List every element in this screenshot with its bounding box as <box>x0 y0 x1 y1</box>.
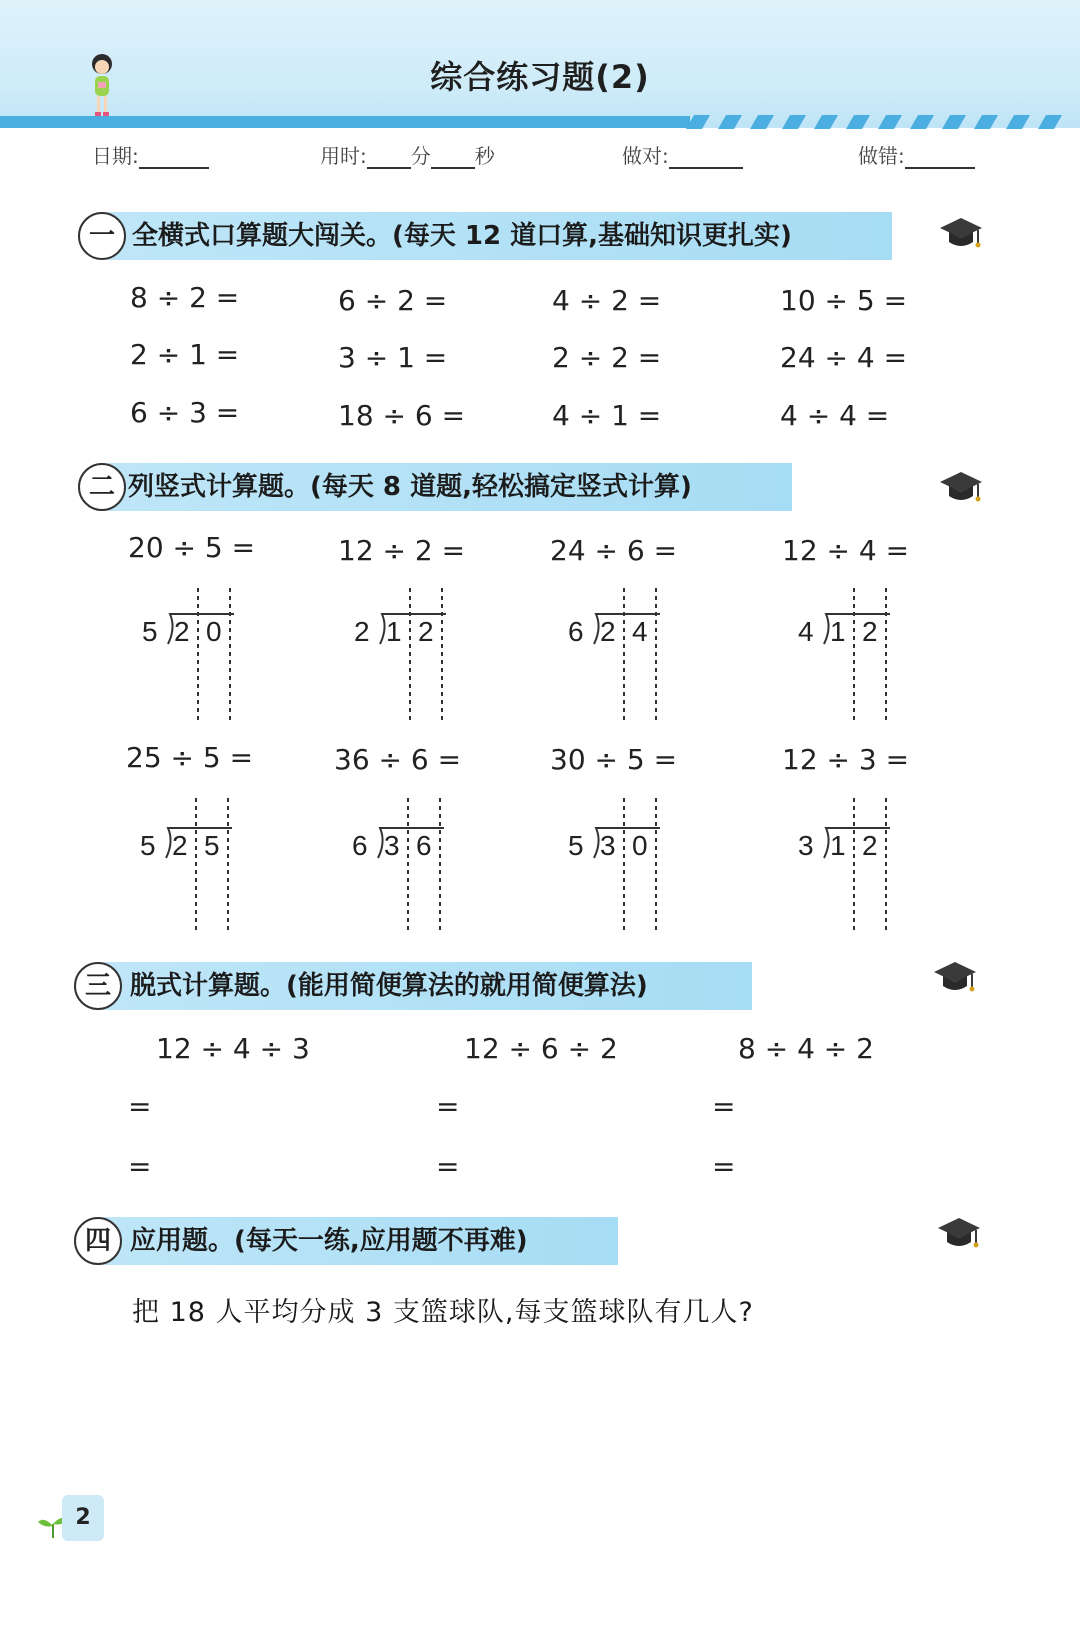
page-title: 综合练习题(2) <box>430 58 650 96</box>
equals-sign: = <box>436 1150 460 1183</box>
dividend-digit: 0 <box>632 830 648 861</box>
wrong-label: 做错: <box>858 144 905 168</box>
divisor: 5 <box>142 616 158 647</box>
long-division <box>348 796 458 936</box>
oral-question: 10 ÷ 5 = <box>780 284 908 317</box>
vertical-equation: 12 ÷ 3 = <box>782 743 910 776</box>
vertical-equation: 20 ÷ 5 = <box>128 531 256 564</box>
dividend-digit: 1 <box>830 830 846 861</box>
dividend-digit: 3 <box>600 830 616 861</box>
long-division <box>138 586 248 726</box>
stepwise-expression: 12 ÷ 4 ÷ 3 <box>156 1032 310 1065</box>
section2-number: 二 <box>78 463 126 511</box>
correct-blank[interactable] <box>669 147 743 169</box>
section1-number: 一 <box>78 212 126 260</box>
dividend-digit: 6 <box>416 830 432 861</box>
dividend-digit: 5 <box>204 830 220 861</box>
divisor: 4 <box>798 616 814 647</box>
dividend-digit: 2 <box>600 616 616 647</box>
wrong-blank[interactable] <box>905 147 975 169</box>
minute-unit: 分 <box>410 144 431 168</box>
long-division <box>564 586 674 726</box>
equals-sign: = <box>712 1090 736 1123</box>
second-blank[interactable] <box>431 147 475 169</box>
graduation-cap-icon <box>938 468 984 508</box>
dividend-digit: 2 <box>174 616 190 647</box>
vertical-equation: 12 ÷ 4 = <box>782 534 910 567</box>
long-division <box>350 586 460 726</box>
oral-question: 4 ÷ 4 = <box>780 399 890 432</box>
correct-field <box>622 140 743 169</box>
dividend-digit: 1 <box>386 616 402 647</box>
header-stripes <box>690 114 1080 130</box>
long-division <box>794 586 904 726</box>
dividend-digit: 0 <box>206 616 222 647</box>
long-division <box>564 796 674 936</box>
word-problem: 把 18 人平均分成 3 支篮球队,每支篮球队有几人? <box>132 1297 754 1328</box>
vertical-equation: 12 ÷ 2 = <box>338 534 466 567</box>
dividend-digit: 4 <box>632 616 648 647</box>
vertical-equation: 30 ÷ 5 = <box>550 743 678 776</box>
correct-label: 做对: <box>622 144 669 168</box>
section3-title: 脱式计算题。(能用简便算法的就用简便算法) <box>130 971 648 1001</box>
date-field <box>92 140 209 169</box>
stepwise-expression: 8 ÷ 4 ÷ 2 <box>738 1032 874 1065</box>
page-number: 2 <box>62 1495 104 1541</box>
oral-question: 6 ÷ 2 = <box>338 284 448 317</box>
time-label: 用时: <box>320 144 367 168</box>
divisor: 6 <box>568 616 584 647</box>
vertical-equation: 24 ÷ 6 = <box>550 534 678 567</box>
divisor: 5 <box>140 830 156 861</box>
oral-question: 24 ÷ 4 = <box>780 341 908 374</box>
section1-title: 全横式口算题大闯关。(每天 12 道口算,基础知识更扎实) <box>132 221 792 251</box>
graduation-cap-icon <box>938 214 984 254</box>
section2-title: 列竖式计算题。(每天 8 道题,轻松搞定竖式计算) <box>128 472 692 502</box>
stepwise-expression: 12 ÷ 6 ÷ 2 <box>464 1032 618 1065</box>
wrong-field <box>858 140 975 169</box>
equals-sign: = <box>712 1150 736 1183</box>
equals-sign: = <box>128 1150 152 1183</box>
dividend-digit: 2 <box>172 830 188 861</box>
oral-question: 18 ÷ 6 = <box>338 399 466 432</box>
vertical-equation: 25 ÷ 5 = <box>126 741 254 774</box>
vertical-equation: 36 ÷ 6 = <box>334 743 462 776</box>
divisor: 3 <box>798 830 814 861</box>
section4-number: 四 <box>74 1217 122 1265</box>
long-division <box>794 796 904 936</box>
divisor: 2 <box>354 616 370 647</box>
oral-question: 4 ÷ 2 = <box>552 284 662 317</box>
dividend-digit: 2 <box>862 830 878 861</box>
dividend-digit: 2 <box>862 616 878 647</box>
equals-sign: = <box>128 1090 152 1123</box>
oral-question: 4 ÷ 1 = <box>552 399 662 432</box>
section4-title: 应用题。(每天一练,应用题不再难) <box>130 1226 528 1256</box>
long-division <box>136 796 246 936</box>
divisor: 5 <box>568 830 584 861</box>
dividend-digit: 1 <box>830 616 846 647</box>
date-blank[interactable] <box>139 147 209 169</box>
dividend-digit: 2 <box>418 616 434 647</box>
oral-question: 6 ÷ 3 = <box>130 396 240 429</box>
second-unit: 秒 <box>474 144 495 168</box>
minute-blank[interactable] <box>367 147 411 169</box>
time-field <box>320 140 495 169</box>
equals-sign: = <box>436 1090 460 1123</box>
section3-number: 三 <box>74 962 122 1010</box>
dividend-digit: 3 <box>384 830 400 861</box>
graduation-cap-icon <box>936 1214 982 1254</box>
divisor: 6 <box>352 830 368 861</box>
oral-question: 2 ÷ 1 = <box>130 338 240 371</box>
oral-question: 2 ÷ 2 = <box>552 341 662 374</box>
oral-question: 8 ÷ 2 = <box>130 281 240 314</box>
graduation-cap-icon <box>932 958 978 998</box>
oral-question: 3 ÷ 1 = <box>338 341 448 374</box>
date-label: 日期: <box>92 144 139 168</box>
